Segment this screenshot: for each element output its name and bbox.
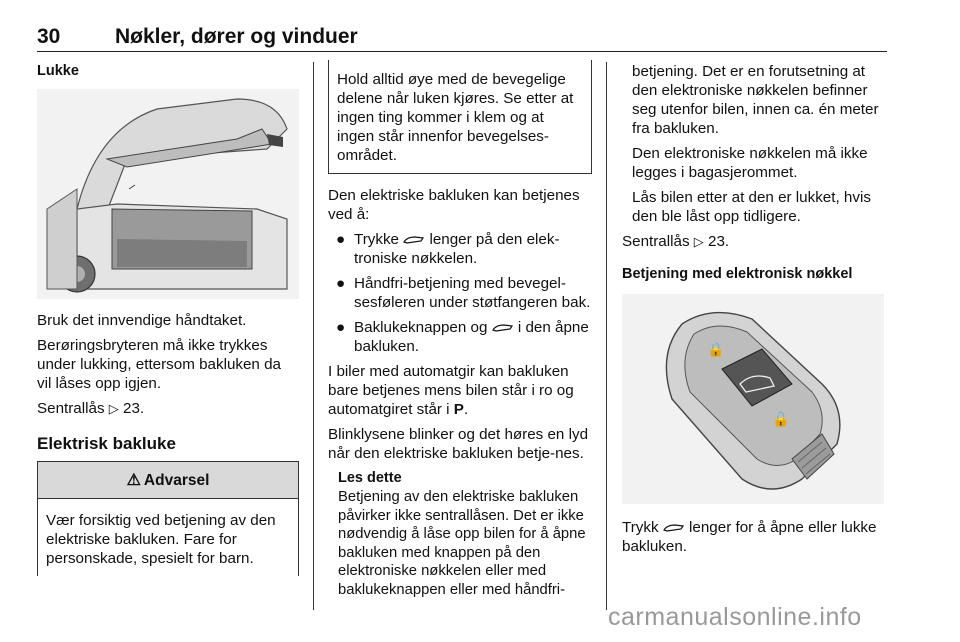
list-item-text: Trykke (354, 231, 399, 248)
paragraph-touch-switch: Berøringsbryteren må ikke trykkes under lukking, ettersom bakluken da vil låses opp igjen. (37, 337, 281, 392)
list-item-text-2: lenger på den elek-troniske nøkkelen. (354, 231, 560, 267)
tailgate-key-icon (403, 235, 425, 245)
note-body: Betjening av den elektriske bakluken påvirker ikke sentrallåsen. Det er ikke nødvendig å låse opp bilen for å åpne bakluken med knappen på den elektroniske nøkkelen eller med baklukeknappen eller med håndfri- (338, 489, 586, 598)
column-divider-2 (606, 62, 607, 610)
list-item (328, 230, 592, 268)
page-ref-arrow-icon: ▷ (108, 401, 119, 416)
list-item-text-2: i den åpne bakluken. (354, 319, 589, 355)
note-block (328, 469, 592, 599)
paragraph-handle: Bruk det innvendige håndtaket. (37, 312, 247, 329)
warning-header (38, 462, 298, 499)
central-lock-page-2: 23. (708, 233, 730, 250)
list-item-text: Håndfri-betjening med bevegel-sesføleren under støtfangeren bak. (354, 275, 591, 311)
note-lock-after: Lås bilen etter at den er lukket, hvis den ble låst opp tidligere. (632, 189, 871, 225)
column-2 (328, 62, 592, 605)
central-lock-label-2: Sentrallås (622, 233, 690, 250)
warning-triangle-icon: ⚠ (126, 471, 141, 489)
heading-key-operation: Betjening med elektronisk nøkkel (622, 266, 853, 282)
heading-electric-tailgate: Elektrisk bakluke (37, 434, 176, 453)
open-tailgate-illustration (37, 89, 299, 299)
caption-press (622, 518, 886, 556)
operation-list (328, 230, 592, 356)
tailgate-key-icon (492, 323, 514, 333)
column-divider-1 (313, 62, 314, 610)
note-title: Les dette (338, 470, 402, 486)
list-item (328, 274, 592, 312)
central-lock-page: 23. (123, 400, 145, 417)
column-3 (622, 62, 886, 562)
list-item (328, 318, 592, 356)
key-fob-figure (622, 294, 884, 504)
tailgate-key-icon (663, 523, 685, 533)
caption-text-2: lenger for å åpne eller lukke bakluken. (622, 519, 877, 555)
page-number: 30 (37, 25, 61, 48)
bullet-icon: ● (336, 231, 346, 248)
caution-text: Hold alltid øye med de bevegelige delene når luken kjøres. Se etter at ingen ting kommer i klem og at ingen står innenfor bevegelses-området. (337, 71, 574, 164)
central-lock-label: Sentrallås (37, 400, 105, 417)
page-ref-arrow-icon: ▷ (693, 234, 704, 249)
gear-p-label: P (453, 401, 464, 418)
tailgate-figure (37, 89, 299, 299)
page-title: Nøkler, dører og vinduer (115, 25, 358, 48)
column-1 (37, 62, 299, 576)
caption-text: Trykk (622, 519, 659, 536)
svg-text:🔒: 🔒 (707, 342, 725, 358)
paragraph-automatic: I biler med automatgir kan bakluken bare betjenes mens bilen står i ro og automatgiret står i P. (328, 363, 574, 418)
list-item-text: Baklukeknappen og (354, 319, 488, 336)
page-header (37, 27, 887, 52)
warning-title: Advarsel (143, 471, 210, 489)
warning-box (37, 461, 299, 576)
caution-box (328, 60, 592, 174)
warning-body: Vær forsiktig ved betjening av den elektriske bakluken. Fare for personskade, spesielt for barn. (46, 512, 276, 567)
svg-text:🔓: 🔓 (772, 412, 790, 428)
section-title-lukke: Lukke (37, 63, 79, 79)
bullet-icon: ● (336, 275, 346, 292)
paragraph-central-lock-ref (37, 399, 299, 418)
automatic-text: I biler med automatgir kan bakluken bare betjenes mens bilen står i ro og automatgiret står i (328, 363, 574, 418)
note-continued-block (622, 62, 886, 226)
paragraph-central-lock-ref-2 (622, 232, 886, 251)
paragraph-blinkers: Blinklysene blinker og det høres en lyd når den elektriske bakluken betje-nes. (328, 426, 589, 462)
watermark: carmanualsonline.info (608, 603, 862, 631)
note-key-storage: Den elektroniske nøkkelen må ikke legges i bagasjerommet. (632, 145, 868, 181)
paragraph-intro: Den elektriske bakluken kan betjenes ved å: (328, 187, 580, 223)
note-continued-text: betjening. Det er en forutsetning at den elektroniske nøkkelen befinner seg utenfor bilen, innen ca. én meter fra bakluken. (632, 63, 879, 137)
bullet-icon: ● (336, 319, 346, 336)
key-fob-illustration (622, 294, 884, 504)
